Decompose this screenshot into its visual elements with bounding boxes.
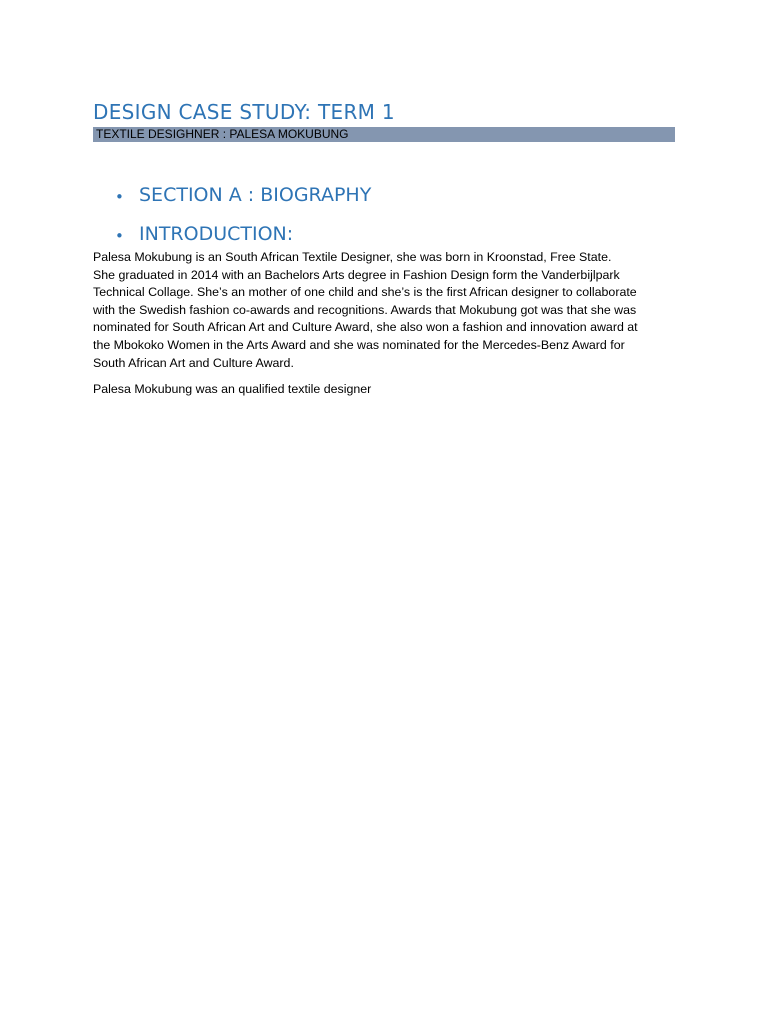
paragraph-line: with the Swedish fashion co-awards and recognitions. Awards that Mokubung got was that she was: [93, 302, 637, 317]
paragraph-line: She graduated in 2014 with an Bachelors Arts degree in Fashion Design form the Vanderbijlpark: [93, 267, 620, 282]
paragraph-line: Palesa Mokubung is an South African Textile Designer, she was born in Kroonstad, Free State.: [93, 250, 612, 264]
closing-paragraph: Palesa Mokubung was an qualified textile designer: [93, 382, 372, 396]
paragraph-line: South African Art and Culture Award.: [93, 355, 294, 370]
bullet-icon: •: [115, 188, 124, 206]
paragraph-line: Technical Collage. She’s an mother of one child and she’s is the first African designer to collaborate: [93, 285, 637, 300]
section-heading-introduction: INTRODUCTION:: [139, 223, 294, 245]
paragraph-line: the Mbokoko Women in the Arts Award and she was nominated for the Mercedes-Benz Award for: [93, 337, 625, 352]
section-heading-biography: SECTION A : BIOGRAPHY: [139, 184, 372, 206]
subtitle-bar: [93, 127, 675, 142]
biography-paragraph: [93, 249, 683, 372]
paragraph-line: nominated for South African Art and Culture Award, she also won a fashion and innovation award at: [93, 320, 638, 335]
subtitle-text: TEXTILE DESIGHNER : PALESA MOKUBUNG: [96, 127, 349, 141]
bullet-icon: •: [115, 227, 124, 245]
document-title: DESIGN CASE STUDY: TERM 1: [93, 100, 395, 124]
